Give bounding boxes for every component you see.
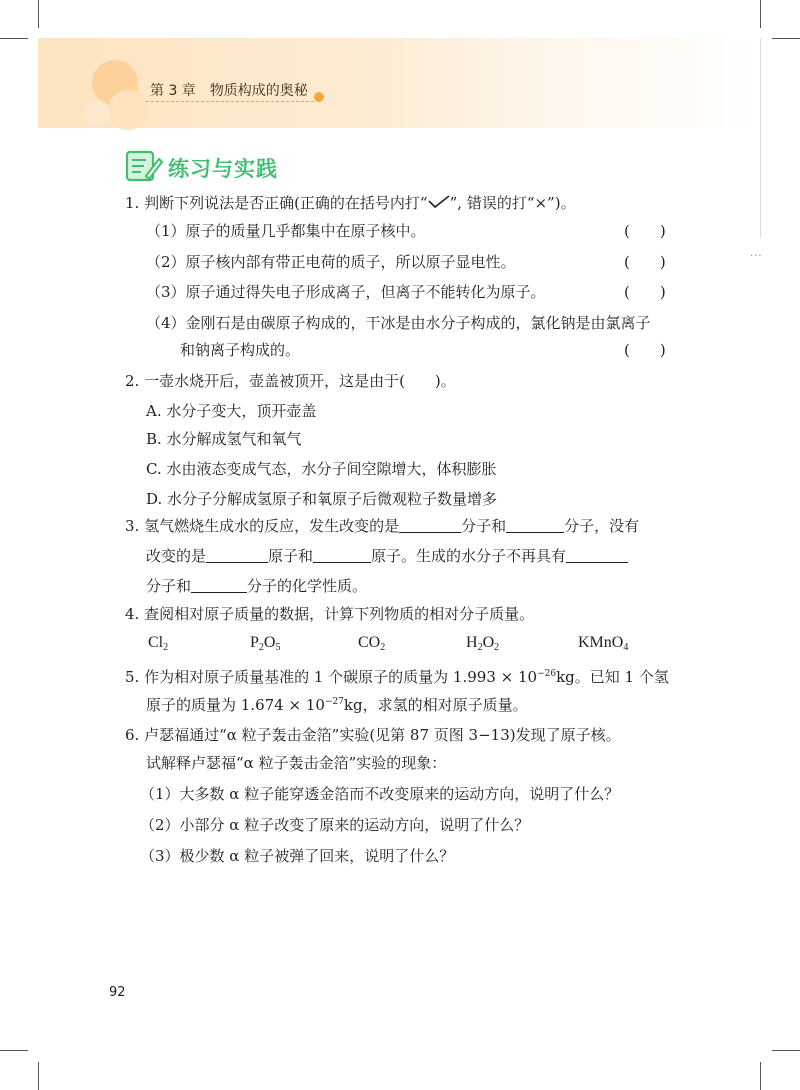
notepad-pencil-icon bbox=[124, 146, 164, 184]
fill-blank[interactable] bbox=[206, 546, 268, 563]
checkmark-icon bbox=[428, 195, 450, 209]
crop-mark bbox=[772, 38, 800, 39]
fill-blank[interactable] bbox=[191, 576, 247, 593]
q5-line-1: 5. 作为相对原子质量基准的 1 个碳原子的质量为 $1.993 \times 10^{-26}kg$。已知 1 个氢 bbox=[125, 668, 669, 686]
q1-item-1: （1）原子的质量几乎都集中在原子核中。 bbox=[146, 222, 426, 240]
answer-paren: ( ) bbox=[624, 222, 666, 240]
q3-line-2: 改变的是 原子和 原子。生成的水分子不再具有 bbox=[146, 546, 628, 566]
answer-paren: ( ) bbox=[624, 253, 666, 271]
formula-kmno4: KMnO$_4$ bbox=[578, 634, 629, 653]
chapter-title: 物质构成的奥秘 bbox=[209, 83, 308, 99]
chapter-heading bbox=[150, 80, 308, 100]
q2-stem: 2. 一壶水烧开后，壶盖被顶开，这是由于( )。 bbox=[125, 372, 456, 390]
crop-mark bbox=[772, 1050, 800, 1051]
decor-circle bbox=[108, 90, 148, 130]
chapter-dot bbox=[314, 92, 324, 102]
q4-stem: 4. 查阅相对原子质量的数据，计算下列物质的相对分子质量。 bbox=[125, 605, 535, 623]
fill-blank[interactable] bbox=[566, 546, 628, 563]
q1-item-4-cont: 和钠离子构成的。 bbox=[180, 341, 301, 359]
q2-option-b: B. 水分解成氢气和氧气 bbox=[146, 430, 302, 448]
formula-co2: $CO_2$ bbox=[358, 634, 386, 653]
fill-blank[interactable] bbox=[313, 546, 371, 563]
decor-circle bbox=[84, 100, 110, 126]
answer-paren: ( ) bbox=[624, 341, 666, 359]
margin-dots: ··· bbox=[750, 251, 763, 262]
page-number: 92 bbox=[109, 985, 126, 1000]
formula-p2o5: $P_2O_5$ bbox=[250, 634, 281, 653]
crop-mark bbox=[0, 1050, 28, 1051]
q2-option-c: C. 水由液态变成气态，水分子间空隙增大，体积膨胀 bbox=[146, 460, 497, 478]
q5-line-2: 原子的质量为 $1.674 \times 10^{-27}kg$，求氢的相对原子质量。 bbox=[146, 696, 528, 714]
q6-item-1: （1）大多数 α 粒子能穿透金箔而不改变原来的运动方向，说明了什么？ bbox=[140, 785, 620, 803]
q6-line-1: 6. 卢瑟福通过“α 粒子轰击金箔”实验(见第 87 页图 3−13)发现了原子核。 bbox=[125, 726, 621, 744]
q6-item-3: （3）极少数 α 粒子被弹了回来，说明了什么？ bbox=[140, 847, 455, 865]
q2-option-d: D. 水分子分解成氢原子和氧原子后微观粒子数量增多 bbox=[146, 490, 498, 508]
q3-line-3: 分子和 分子的化学性质。 bbox=[146, 577, 368, 595]
q1-item-3: （3）原子通过得失电子形成离子，但离子不能转化为原子。 bbox=[146, 283, 546, 301]
q1-item-4: （4）金刚石是由碳原子构成的，干冰是由水分子构成的，氯化钠是由氯离子 bbox=[146, 314, 651, 332]
crop-mark bbox=[38, 1062, 39, 1090]
q6-line-2: 试解释卢瑟福“α 粒子轰击金箔”实验的现象： bbox=[146, 754, 447, 772]
crop-mark bbox=[760, 1062, 761, 1090]
crop-mark bbox=[760, 0, 761, 28]
formula-h2o2: $H_2O_2$ bbox=[466, 634, 500, 653]
q2-option-a: A. 水分子变大，顶开壶盖 bbox=[146, 402, 317, 420]
section-title: 练习与实践 bbox=[168, 157, 278, 181]
answer-paren: ( ) bbox=[624, 283, 666, 301]
formula-cl2: $Cl_2$ bbox=[148, 634, 169, 653]
fill-blank[interactable] bbox=[506, 516, 564, 533]
chapter-rule bbox=[146, 101, 314, 102]
q1-item-2: （2）原子核内部有带正电荷的质子，所以原子显电性。 bbox=[146, 253, 516, 271]
crop-mark bbox=[38, 0, 39, 28]
q1-stem: 1. 判断下列说法是否正确(正确的在括号内打“ ”, 错误的打“×”)。 bbox=[125, 194, 576, 212]
q3-line-1: 3. 氢气燃烧生成水的反应，发生改变的是 分子和 分子，没有 bbox=[125, 517, 640, 535]
q6-item-2: （2）小部分 α 粒子改变了原来的运动方向，说明了什么？ bbox=[140, 816, 530, 834]
trim-line bbox=[760, 38, 761, 238]
crop-mark bbox=[0, 38, 28, 39]
fill-blank[interactable] bbox=[399, 516, 461, 533]
chapter-number: 第 3 章 bbox=[150, 83, 196, 99]
